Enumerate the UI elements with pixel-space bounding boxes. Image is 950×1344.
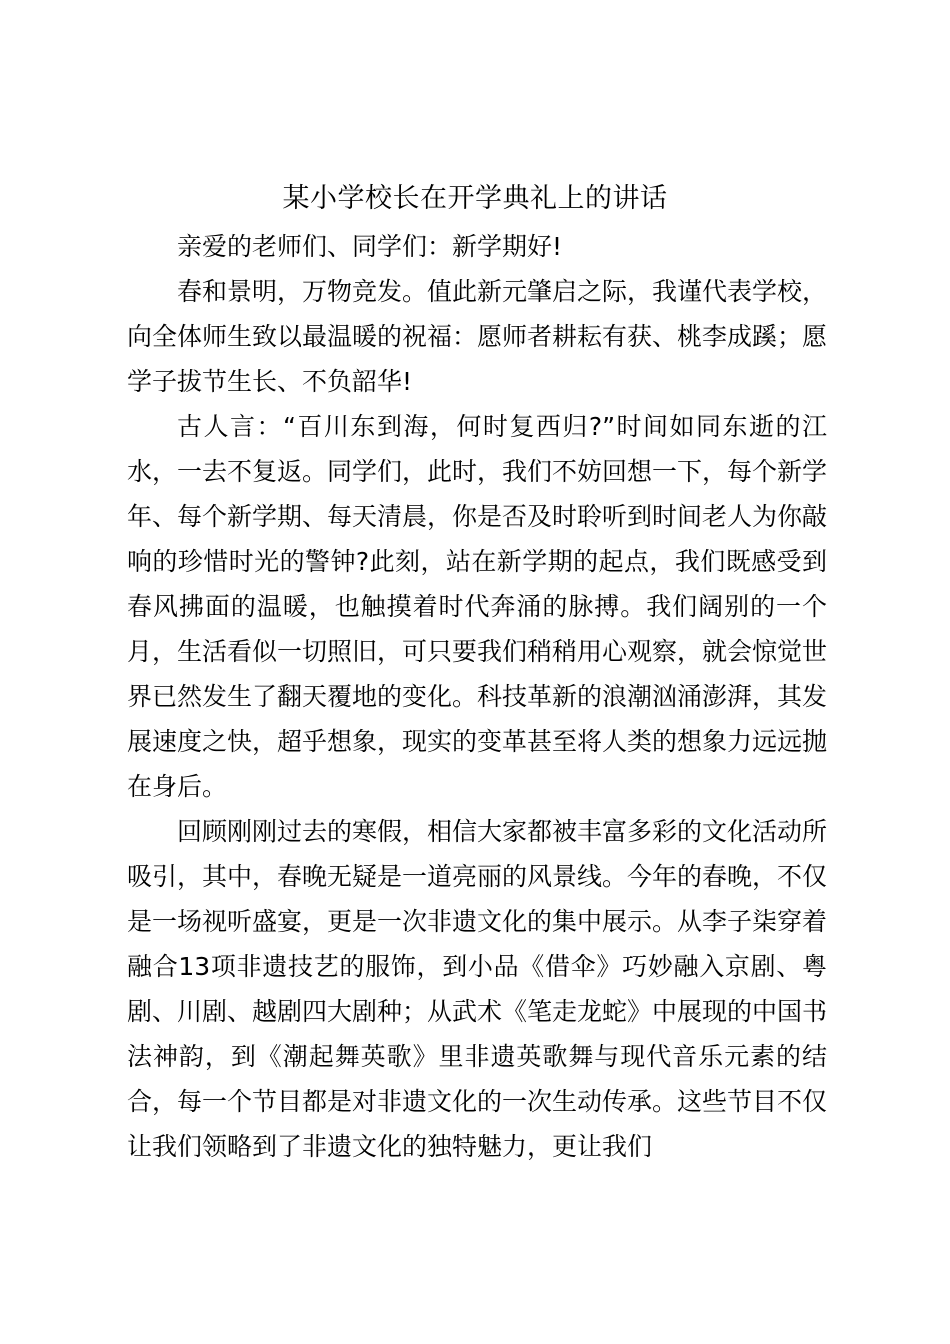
document-body — [127, 224, 827, 1169]
paragraph-greeting: 亲爱的老师们、同学们：新学期好! — [177, 232, 563, 261]
document-title: 某小学校长在开学典礼上的讲话 — [282, 183, 668, 214]
paragraph-spring-gala: 回顾刚刚过去的寒假，相信大家都被丰富多彩的文化活动所吸引，其中，春晚无疑是一道亮丽的风景线。今年的春晚，不仅是一场视听盛宴，更是一次非遗文化的集中展示。从李子柒穿着融合13项非遗技艺的服饰，到小品《借伞》巧妙融入京剧、粤剧、川剧、越剧四大剧种；从武术《笔走龙蛇》中展现的中国书法神韵，到《潮起舞英歌》里非遗英歌舞与现代音乐元素的结合，每一个节目都是对非遗文化的一次生动传承。这些节目不仅让我们领略到了非遗文化的独特魅力，更让我们 — [127, 817, 828, 1161]
paragraph-blessing: 春和景明，万物竞发。值此新元肇启之际，我谨代表学校，向全体师生致以最温暖的祝福：愿师者耕耘有获、桃李成蹊；愿学子拔节生长、不负韶华! — [127, 277, 828, 396]
paragraph-time: 古人言：“百川东到海，何时复西归?”时间如同东逝的江水，一去不复返。同学们，此时，我们不妨回想一下，每个新学年、每个新学期、每天清晨，你是否及时聆听到时间老人为你敲响的珍惜时光的警钟?此刻，站在新学期的起点，我们既感受到春风拂面的温暖，也触摸着时代奔涌的脉搏。我们阔别的一个月，生活看似一切照旧，可只要我们稍稍用心观察，就会惊觉世界已然发生了翻天覆地的变化。科技革新的浪潮汹涌澎湃，其发展速度之快，超乎想象，现实的变革甚至将人类的想象力远远抛在身后。 — [127, 412, 828, 801]
